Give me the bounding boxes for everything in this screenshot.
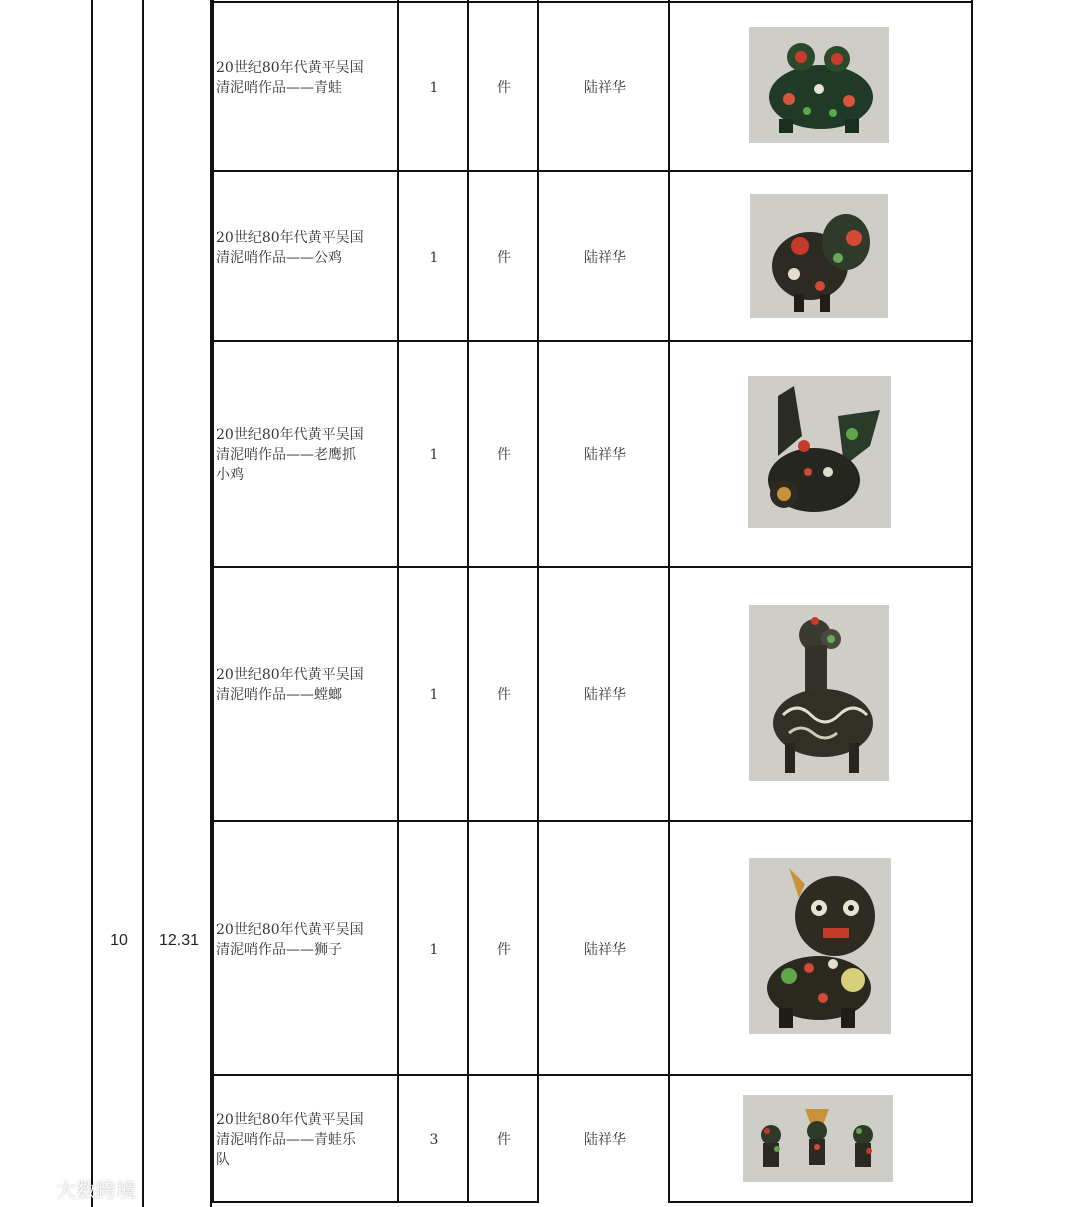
table-border-left [91, 0, 93, 1207]
col-border-photo-right [971, 0, 973, 1203]
row-border-top [212, 1, 973, 3]
row-border-3 [212, 566, 973, 568]
serial-number: 10 [110, 932, 128, 949]
item-donor: 陆祥华 [584, 80, 626, 96]
row-border-bottom-left [212, 1201, 539, 1203]
item-donor: 陆祥华 [584, 447, 626, 463]
item-unit: 件 [497, 80, 511, 96]
item-unit: 件 [497, 250, 511, 266]
item-unit: 件 [497, 447, 511, 463]
clay-whistle-lion-photo [749, 858, 891, 1034]
row-border-2 [212, 340, 973, 342]
clay-whistle-eagle-photo [748, 376, 891, 528]
col-border-desc-left [212, 0, 214, 1203]
item-quantity: 1 [429, 447, 439, 463]
item-donor: 陆祥华 [584, 1132, 626, 1148]
item-quantity: 1 [429, 942, 439, 958]
item-description: 20世纪80年代黄平吴国清泥哨作品——公鸡 [216, 230, 364, 266]
item-quantity: 1 [429, 687, 439, 703]
item-unit: 件 [497, 687, 511, 703]
clay-whistle-mantis-photo [749, 605, 889, 781]
clay-whistle-frog-photo [749, 27, 889, 143]
item-description: 20世纪80年代黄平吴国清泥哨作品——青蛙乐队 [216, 1112, 364, 1168]
clay-whistle-frog-band-photo [743, 1095, 893, 1182]
item-unit: 件 [497, 942, 511, 958]
item-description: 20世纪80年代黄平吴国清泥哨作品——狮子 [216, 922, 364, 958]
table-border-serial-date [142, 0, 144, 1207]
item-unit: 件 [497, 1132, 511, 1148]
clay-whistle-rooster-photo [750, 194, 888, 318]
col-border-donor-left [537, 0, 539, 1203]
item-quantity: 3 [429, 1132, 439, 1148]
col-border-photo-left [668, 0, 670, 1203]
item-donor: 陆祥华 [584, 687, 626, 703]
row-border-1 [212, 170, 973, 172]
col-border-qty-left [397, 0, 399, 1203]
item-donor: 陆祥华 [584, 942, 626, 958]
record-date: 12.31 [158, 932, 200, 949]
watermark [10, 1174, 136, 1203]
row-border-4 [212, 820, 973, 822]
item-description: 20世纪80年代黄平吴国清泥哨作品——老鹰抓小鸡 [216, 427, 364, 483]
col-border-unit-left [467, 0, 469, 1203]
watermark-text: 大数跨境 [56, 1178, 136, 1202]
row-border-bottom-right [668, 1201, 973, 1203]
item-quantity: 1 [429, 80, 439, 96]
watermark-logo-icon [10, 1177, 50, 1201]
row-border-5 [212, 1074, 973, 1076]
item-description: 20世纪80年代黄平吴国清泥哨作品——螳螂 [216, 667, 364, 703]
item-quantity: 1 [429, 250, 439, 266]
item-description: 20世纪80年代黄平吴国清泥哨作品——青蛙 [216, 60, 364, 96]
item-donor: 陆祥华 [584, 250, 626, 266]
